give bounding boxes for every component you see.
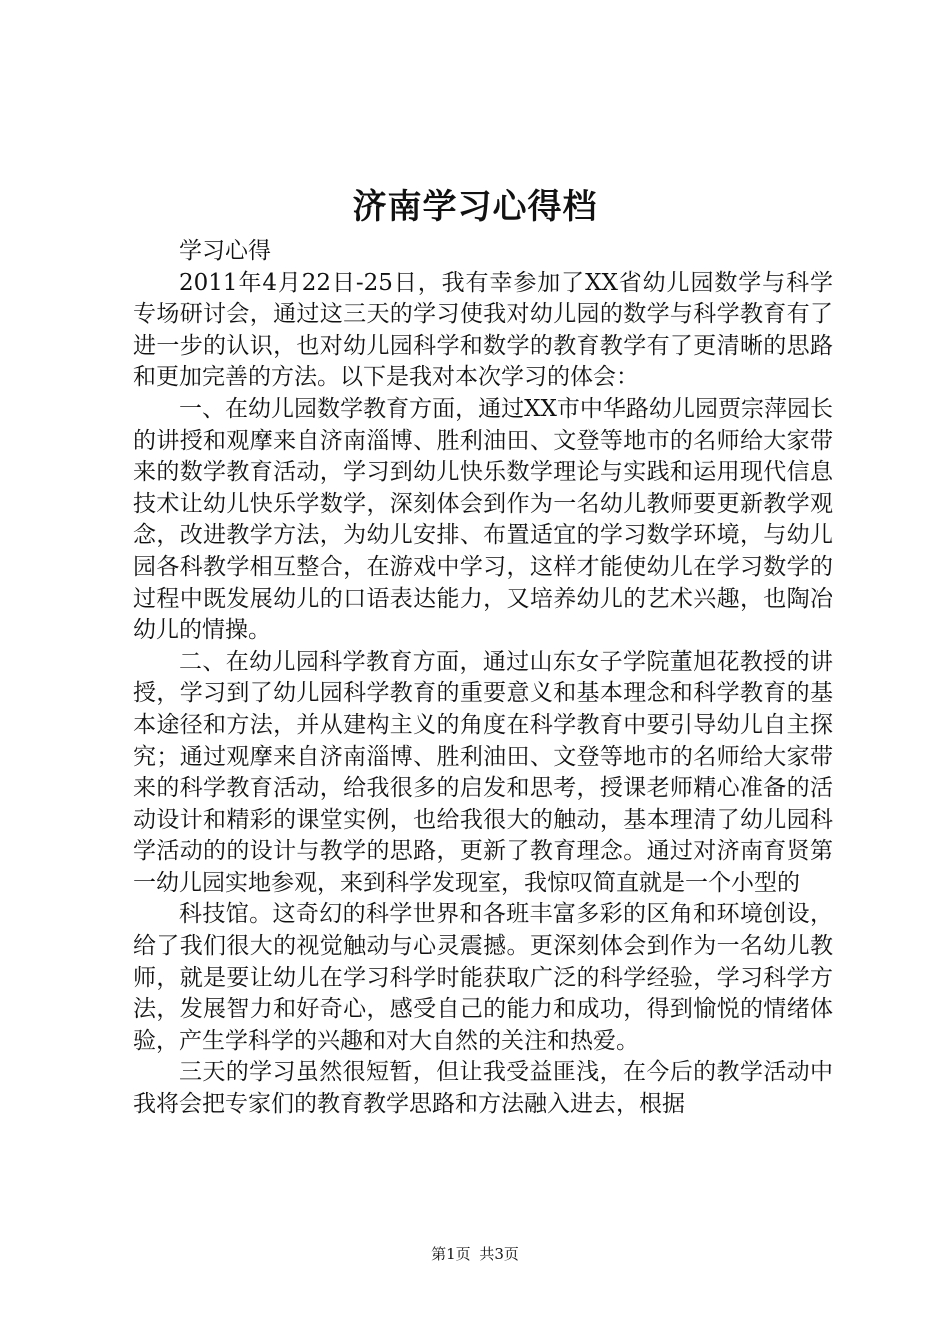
document-title: 济南学习心得档	[352, 187, 598, 227]
paragraph-intro: 2011年4月22日-25日，我有幸参加了XX省幼儿园数学与科学专场研讨会，通过这三天的学习使我对幼儿园的数学与科学教育有了进一步的认识，也对幼儿园科学和数学的教育教学有了更清晰的思路和更加完善的方法。以下是我对本次学习的体会：	[133, 269, 833, 391]
page-total: 共3页	[479, 1245, 519, 1263]
page-number: 第1页	[431, 1245, 471, 1263]
paragraph-science: 二、在幼儿园科学教育方面，通过山东女子学院董旭花教授的讲授，学习到了幼儿园科学教育的重要意义和基本理念和科学教育的基本途径和方法，并从建构主义的角度在科学教育中要引导幼儿自主探究；通过观摩来自济南淄博、胜利油田、文登等地市的名师给大家带来的科学教育活动，给我很多的启发和思考，授课老师精心准备的活动设计和精彩的课堂实例，也给我很大的触动，基本理清了幼儿园科学活动的的设计与教学的思路，更新了教育理念。通过对济南育贤第一幼儿园实地参观，来到科学发现室，我惊叹简直就是一个小型的	[133, 648, 833, 896]
paragraph-conclusion: 三天的学习虽然很短暂，但让我受益匪浅，在今后的教学活动中我将会把专家们的教育教学思路和方法融入进去，根据	[133, 1059, 833, 1118]
document-body	[133, 236, 833, 1121]
paragraph-math: 一、在幼儿园数学教育方面，通过XX市中华路幼儿园贾宗萍园长的讲授和观摩来自济南淄博、胜利油田、文登等地市的名师给大家带来的数学教育活动，学习到幼儿快乐数学理论与实践和运用现代信息技术让幼儿快乐学数学，深刻体会到作为一名幼儿教师要更新教学观念，改进教学方法，为幼儿安排、布置适宜的学习数学环境，与幼儿园各科教学相互整合，在游戏中学习，这样才能使幼儿在学习数学的过程中既发展幼儿的口语表达能力，又培养幼儿的艺术兴趣，也陶冶幼儿的情操。	[133, 395, 833, 644]
page-footer	[0, 1244, 950, 1264]
paragraph-science-continued: 科技馆。这奇幻的科学世界和各班丰富多彩的区角和环境创设，给了我们很大的视觉触动与心灵震撼。更深刻体会到作为一名幼儿教师，就是要让幼儿在学习科学时能获取广泛的科学经验，学习科学方法，发展智力和好奇心，感受自己的能力和成功，得到愉悦的情绪体验，产生学科学的兴趣和对大自然的关注和热爱。	[133, 901, 833, 1054]
section-heading: 学习心得	[179, 238, 271, 264]
